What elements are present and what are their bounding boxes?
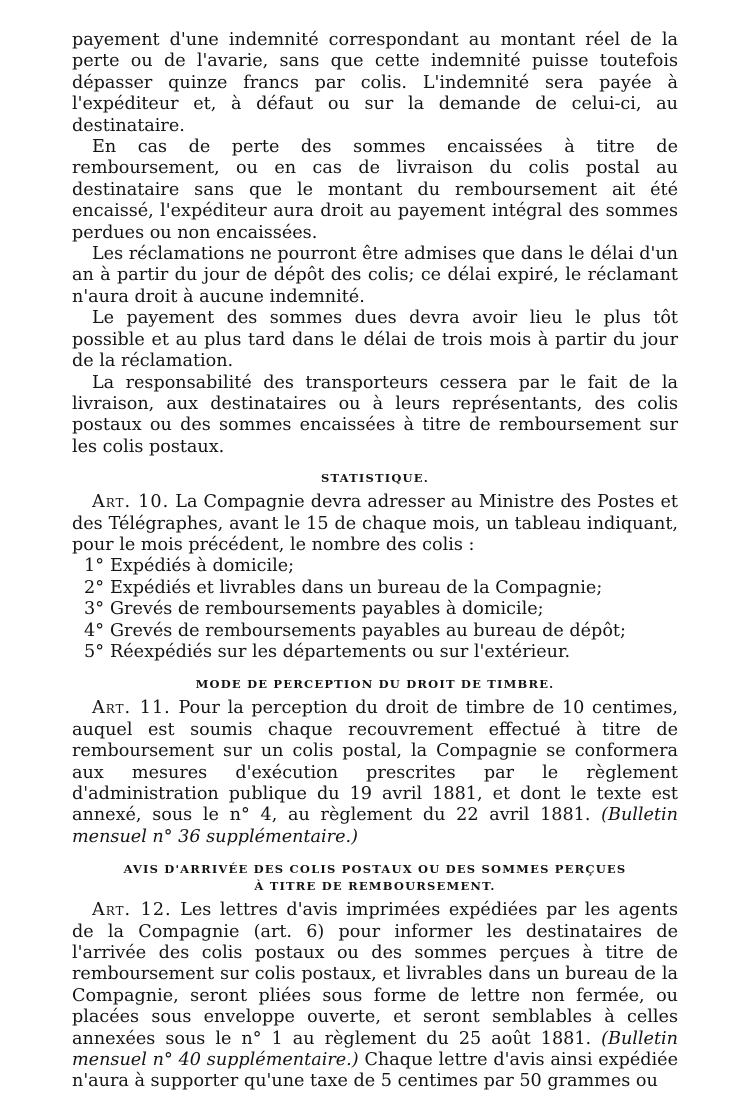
article-12-citation: (Bulletin mensuel n° 40 supplémentaire.) — [72, 1028, 678, 1071]
paragraph-payement-delai: Le payement des sommes dues devra avoir lieu le plus tôt possible et au plus tard dans le délai de trois mois à partir du jour de la réclamation. — [72, 308, 678, 372]
article-12 — [72, 900, 678, 1093]
list-item: 4° Grevés de remboursements payables au bureau de dépôt; — [84, 620, 626, 641]
paragraph-responsabilite: La responsabilité des transporteurs cessera par le fait de la livraison, aux destinataires ou à leurs représentants, des colis postaux ou des sommes encaissées à titre de remboursement sur les colis postaux. — [72, 372, 678, 457]
article-11 — [72, 698, 678, 848]
list-item: 2° Expédiés et livrables dans un bureau de la Compagnie; — [84, 577, 603, 598]
paragraph-indemnite: payement d'une indemnité correspondant au montant réel de la perte ou de l'avarie, sans que cette indemnité puisse toutefois dépasser quinze francs par colis. L'indemnité sera payée à l'expéditeur et, à défaut ou sur la demande de celui-ci, au destinataire. — [72, 30, 678, 136]
article-10 — [72, 492, 678, 556]
paragraph-reclamations: Les réclamations ne pourront être admises que dans le délai d'un an à partir du jour de dépôt des colis; ce délai expiré, le réclamant n'aura droit à aucune indemnité. — [72, 244, 678, 307]
article-11-label: Art. 11. — [92, 698, 171, 719]
colis-count-list — [72, 556, 678, 663]
article-11-text: Pour la perception du droit de timbre de 10 centimes, auquel est soumis chaque recouvrement effectué à titre de remboursement sur un colis postal, la Compagnie se conformera aux mesures d'exécution prescrites par le règlement d'administration publique du 19 avril 1881, et dont le texte est annexé, sous le n° 4, au règlement du 22 avril 1881. — [72, 698, 678, 826]
list-item: 3° Grevés de remboursements payables à domicile; — [84, 599, 544, 620]
paragraph-perte-sommes: En cas de perte des sommes encaissées à titre de remboursement, ou en cas de livraison du colis postal au destinataire sans que le montant du remboursement ait été encaissé, l'expéditeur aura droit au payement intégral des sommes perdues ou non encaissées. — [72, 137, 678, 243]
article-11-citation: (Bulletin mensuel n° 36 supplémentaire.) — [72, 805, 678, 847]
heading-droit-timbre: MODE DE PERCEPTION DU DROIT DE TIMBRE. — [195, 677, 555, 692]
article-12-continuation: Chaque lettre d'avis ainsi expédiée n'aura à supporter qu'une taxe de 5 centimes par 50 grammes ou — [72, 1050, 679, 1092]
article-10-label: Art. 10. — [92, 492, 170, 513]
heading-statistique: STATISTIQUE. — [321, 471, 429, 486]
article-10-text: La Compagnie devra adresser au Ministre des Postes et des Télégraphes, avant le 15 de chaque mois, un tableau indiquant, pour le mois précédent, le nombre des colis : — [72, 492, 679, 555]
heading-avis-arrivee: AVIS D'ARRIVÉE DES COLIS POSTAUX OU DES SOMMES PERÇUES À TITRE DE REMBOURSEMENT. — [123, 862, 627, 894]
list-item: 5° Réexpédiés sur les départements ou sur l'extérieur. — [84, 641, 571, 662]
article-12-text: Les lettres d'avis imprimées expédiées par les agents de la Compagnie (art. 6) pour informer les destinataires de l'arrivée des colis postaux ou des sommes perçues à titre de remboursement sur colis postaux, et livrables dans un bureau de la Compagnie, seront pliées sous forme de lettre non fermée, ou placées sous enveloppe ouverte, et seront semblables à celles annexées sous le n° 1 au règlement du 25 août 1881. — [72, 900, 679, 1049]
article-12-label: Art. 12. — [92, 900, 172, 921]
list-item: 1° Expédiés à domicile; — [84, 556, 295, 577]
